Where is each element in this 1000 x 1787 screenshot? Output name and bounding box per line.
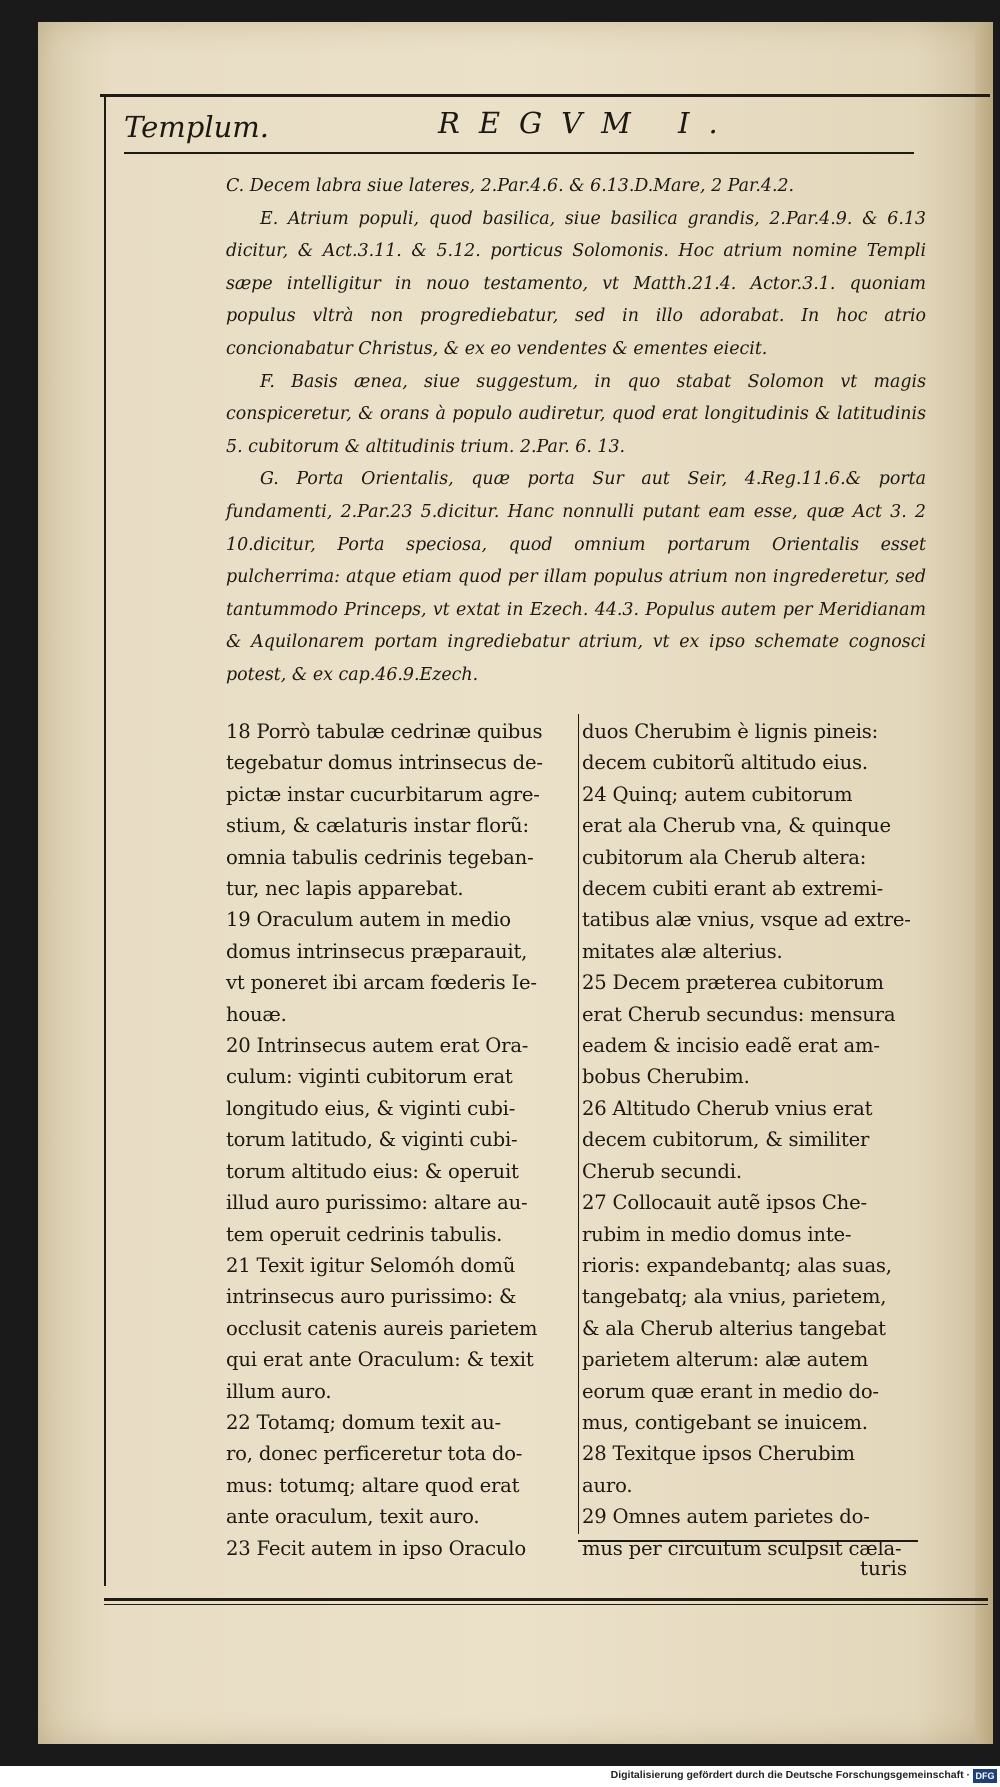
text-line: vt poneret ibi arcam fœderis Ie- xyxy=(226,971,537,995)
header-rule-top xyxy=(100,94,990,97)
page-edge xyxy=(975,22,993,1744)
text-line: eorum quæ erant in medio do- xyxy=(582,1379,879,1403)
text-line: 23 Fecit autem in ipso Oraculo xyxy=(226,1536,526,1560)
text-line: 22 Totamq; domum texit au- xyxy=(226,1410,501,1434)
note-g: G. Porta Orientalis, quæ porta Sur aut Seir, 4.Reg.11.6.& porta fundamenti, 2.Par.23 5.dicitur. Hanc nonnulli putant eam esse, quæ Act 3. 2 10.dicitur, Porta speciosa, quod omnium portarum Orientalis esset pulcherrima: atque etiam quod per illam populus atrium non ingrederetur, sed tantummodo Princeps, vt extat in Ezech. 44.3. Populus autem per Meridianam & Aquilonarem portam ingrediebatur atrium, vt ex ipso schemate cognosci potest, & ex cap.46.9.Ezech. xyxy=(226,469,926,685)
text-line: bobus Cherubim. xyxy=(582,1065,750,1089)
text-line: 21 Texit igitur Selomóh domũ xyxy=(226,1253,516,1277)
catchword: turis xyxy=(860,1556,908,1580)
text-line: rioris: expandebantq; alas suas, xyxy=(582,1253,892,1277)
text-line: decem cubitorum, & similiter xyxy=(582,1128,870,1152)
text-line: houæ. xyxy=(226,1002,287,1026)
text-line: ante oraculum, texit auro. xyxy=(226,1505,480,1529)
note-e: E. Atrium populi, quod basilica, siue basilica grandis, 2.Par.4.9. & 6.13 dicitur, & Act.3.11. & 5.12. porticus Solomonis. Hoc atrium nomine Templi sæpe intelligitur in nouo testamento, vt Matth.21.4. Actor.3.1. quoniam populus vltrà non progrediebatur, sed in illo adorabat. In hoc atrio concionabatur Christus, & ex eo vendentes & ementes eiecit. xyxy=(226,208,926,359)
text-line: parietem alterum: alæ autem xyxy=(582,1348,869,1372)
text-line: 19 Oraculum autem in medio xyxy=(226,908,511,932)
text-line: 28 Texitque ipsos Cherubim xyxy=(582,1442,855,1466)
frame-left-rule xyxy=(104,96,106,1586)
text-line: tangebatq; ala vnius, parietem, xyxy=(582,1285,887,1309)
text-line: duos Cherubim è lignis pineis: xyxy=(582,720,879,743)
text-line: decem cubiti erant ab extremi- xyxy=(582,877,884,901)
text-line: tatibus alæ vnius, vsque ad extre- xyxy=(582,908,911,932)
book-title: REGVM I. xyxy=(438,106,737,140)
running-title: Templum. xyxy=(124,110,269,144)
left-text-column xyxy=(226,716,576,1564)
text-line: stium, & cælaturis instar florũ: xyxy=(226,814,529,838)
text-line: occlusit catenis aureis parietem xyxy=(226,1316,538,1340)
text-line: rubim in medio domus inte- xyxy=(582,1222,852,1246)
text-line: illum auro. xyxy=(226,1379,332,1403)
text-line: eadem & incisio eadẽ erat am- xyxy=(582,1034,880,1058)
text-line: 27 Collocauit autẽ ipsos Che- xyxy=(582,1191,867,1215)
text-line: ro, donec perficeretur tota do- xyxy=(226,1442,523,1466)
text-line: mitates alæ alterius. xyxy=(582,939,783,963)
text-line: decem cubitorũ altitudo eius. xyxy=(582,751,868,775)
text-line: mus per circuitum sculpsit cæla- xyxy=(582,1536,902,1560)
text-line: 24 Quinq; autem cubitorum xyxy=(582,782,853,806)
funding-credit: Digitalisierung gefördert durch die Deutsche Forschungsgemeinschaft · xyxy=(610,1769,970,1781)
text-line: auro. xyxy=(582,1473,633,1497)
digitization-footer xyxy=(0,1766,1000,1787)
text-line: tur, nec lapis apparebat. xyxy=(226,877,464,901)
footer-rule-a xyxy=(104,1598,988,1601)
text-line: 18 Porrò tabulæ cedrinæ quibus xyxy=(226,720,543,743)
text-line: torum altitudo eius: & operuit xyxy=(226,1159,519,1183)
text-line: domus intrinsecus præparauit, xyxy=(226,939,528,963)
text-line: culum: viginti cubitorum erat xyxy=(226,1065,513,1089)
right-text-column xyxy=(582,716,912,1564)
text-line: Cherub secundi. xyxy=(582,1159,742,1183)
text-line: tem operuit cedrinis tabulis. xyxy=(226,1222,503,1246)
text-line: longitudo eius, & viginti cubi- xyxy=(226,1096,516,1120)
text-line: pictæ instar cucurbitarum agre- xyxy=(226,782,540,806)
text-line: qui erat ante Oraculum: & texit xyxy=(226,1348,534,1372)
text-line: torum latitudo, & viginti cubi- xyxy=(226,1128,518,1152)
annotation-block xyxy=(226,170,926,692)
text-line: 25 Decem præterea cubitorum xyxy=(582,971,884,995)
text-line: & ala Cherub alterius tangebat xyxy=(582,1316,886,1340)
text-line: omnia tabulis cedrinis tegeban- xyxy=(226,845,534,869)
note-c: C. Decem labra siue lateres, 2.Par.4.6. & 6.13.D.Mare, 2 Par.4.2. xyxy=(226,176,795,196)
text-line: intrinsecus auro purissimo: & xyxy=(226,1285,517,1309)
text-line: 20 Intrinsecus autem erat Ora- xyxy=(226,1034,529,1058)
footer-rule-b xyxy=(104,1604,988,1605)
text-line: illud auro purissimo: altare au- xyxy=(226,1191,528,1215)
text-line: mus, contigebant se inuicem. xyxy=(582,1410,868,1434)
header-rule-bottom xyxy=(124,152,914,154)
column-divider xyxy=(578,714,579,1534)
note-f: F. Basis ænea, siue suggestum, in quo stabat Solomon vt magis conspiceretur, & orans à populo audiretur, quod erat longitudinis & latitudinis 5. cubitorum & altitudinis trium. 2.Par. 6. 13. xyxy=(226,371,926,457)
text-line: erat Cherub secundus: mensura xyxy=(582,1002,896,1026)
text-line: 29 Omnes autem parietes do- xyxy=(582,1505,870,1529)
text-line: cubitorum ala Cherub altera: xyxy=(582,845,867,869)
text-line: mus: totumq; altare quod erat xyxy=(226,1473,520,1497)
text-line: erat ala Cherub vna, & quinque xyxy=(582,814,891,838)
text-line: tegebatur domus intrinsecus de- xyxy=(226,751,543,775)
text-line: 26 Altitudo Cherub vnius erat xyxy=(582,1096,873,1120)
dfg-logo-icon: DFG xyxy=(973,1769,997,1783)
